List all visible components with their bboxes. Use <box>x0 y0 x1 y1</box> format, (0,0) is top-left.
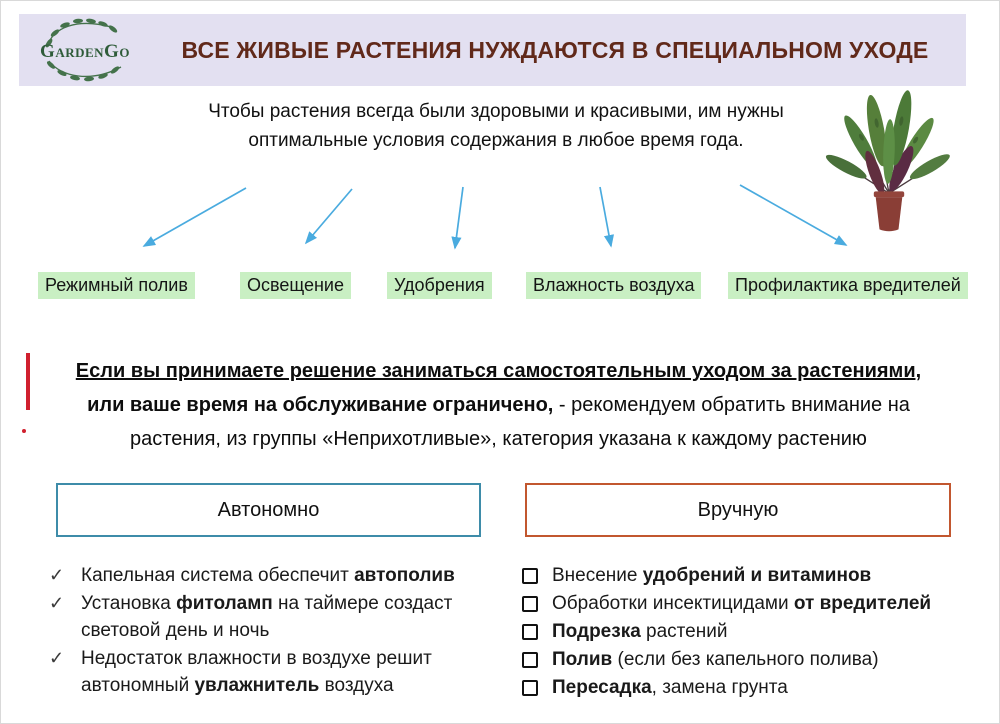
checkbox-icon <box>522 596 538 612</box>
callout-text <box>31 354 966 456</box>
list-item: Подрезка растений <box>522 618 982 645</box>
care-factor-fertilizer: Удобрения <box>387 272 492 299</box>
gardengo-logo <box>29 15 141 85</box>
autonomous-title: Автономно <box>217 498 320 521</box>
plant-image <box>813 85 965 237</box>
page-title: ВСЕ ЖИВЫЕ РАСТЕНИЯ НУЖДАЮТСЯ В СПЕЦИАЛЬНОМ УХОДЕ <box>181 36 929 63</box>
manual-header-box <box>525 483 951 537</box>
arrow-humidity <box>600 187 611 246</box>
header-banner <box>19 14 966 86</box>
checkbox-icon <box>522 568 538 584</box>
logo-text: GardenGo <box>40 41 130 62</box>
care-factor-humidity: Влажность воздуха <box>526 272 701 299</box>
plant-pot <box>876 197 903 231</box>
list-item: Пересадка, замена грунта <box>522 674 982 701</box>
arrow-lighting <box>306 189 352 243</box>
list-item: Внесение удобрений и витаминов <box>522 562 982 589</box>
arrow-fertilizer <box>455 187 463 248</box>
list-item: ✓ Установка фитоламп на таймере создаст световой день и ночь <box>49 590 485 644</box>
list-item: ✓ Недостаток влажности в воздухе решит автономный увлажнитель воздуха <box>49 645 485 699</box>
list-item: Обработки инсектицидами от вредителей <box>522 590 982 617</box>
callout-accent-dot <box>22 429 26 433</box>
list-item: Полив (если без капельного полива) <box>522 646 982 673</box>
callout-line-2: или ваше время на обслуживание ограничено, - рекомендуем обратить внимание на <box>87 394 910 416</box>
manual-list <box>522 562 982 702</box>
checkbox-icon <box>522 624 538 640</box>
care-factor-lighting: Освещение <box>240 272 351 299</box>
callout-line-3: растения, из группы «Неприхотливые», категория указана к каждому растению <box>130 428 867 450</box>
intro-text <box>156 97 836 155</box>
checkbox-icon <box>522 652 538 668</box>
autonomous-list <box>49 562 485 700</box>
care-factor-watering: Режимный полив <box>38 272 195 299</box>
care-factor-pests: Профилактика вредителей <box>728 272 968 299</box>
autonomous-header-box <box>56 483 481 537</box>
check-icon: ✓ <box>49 565 65 585</box>
check-icon: ✓ <box>49 593 65 613</box>
intro-line-2: оптимальные условия содержания в любое время года. <box>248 130 744 151</box>
manual-title: Вручную <box>697 498 779 521</box>
callout-accent-bar <box>26 353 30 410</box>
intro-line-1: Чтобы растения всегда были здоровыми и красивыми, им нужны <box>208 101 784 122</box>
checkbox-icon <box>522 680 538 696</box>
callout-line-1: Если вы принимаете решение заниматься самостоятельным уходом за растениями, <box>75 360 922 382</box>
plant-pot-rim <box>874 191 904 197</box>
check-icon: ✓ <box>49 648 65 668</box>
arrow-watering <box>144 188 246 246</box>
list-item: ✓ Капельная система обеспечит автополив <box>49 562 485 589</box>
